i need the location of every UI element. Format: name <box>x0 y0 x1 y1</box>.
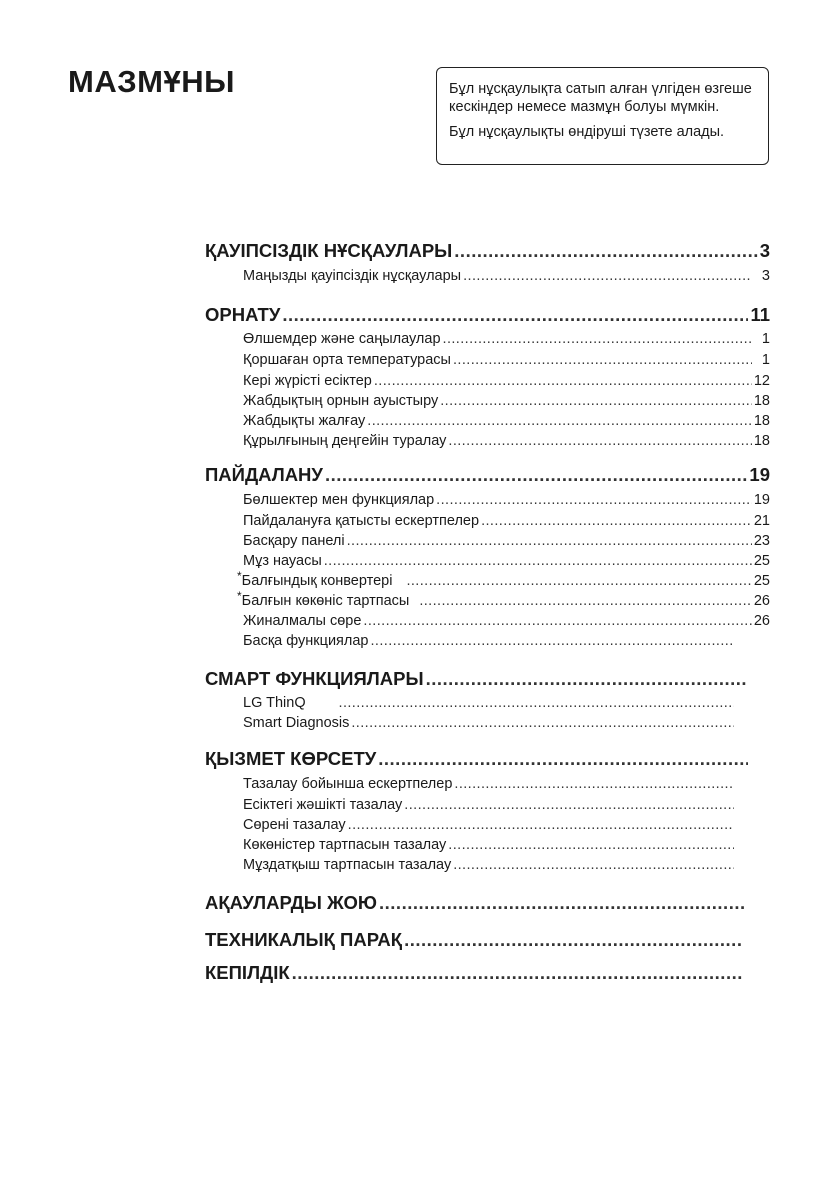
toc-page-number: 1 <box>761 331 770 347</box>
toc-item-label: Басқару панелі <box>243 533 345 549</box>
toc-section-smart-functions[interactable] <box>205 668 750 690</box>
dot-leader <box>374 373 752 389</box>
dot-leader <box>348 817 734 833</box>
toc-item-label-wrapper <box>237 589 410 609</box>
toc-item[interactable] <box>243 633 752 649</box>
toc-item-label: Сөрені тазалау <box>243 817 346 833</box>
toc-item[interactable] <box>243 352 770 368</box>
toc-page-number: 23 <box>753 533 770 549</box>
toc-section-installation[interactable] <box>205 304 770 326</box>
dot-leader <box>370 633 734 649</box>
disclaimer-note <box>436 67 769 165</box>
toc-section-operation[interactable] <box>205 464 770 486</box>
dot-leader <box>436 492 752 508</box>
dot-leader <box>378 748 748 770</box>
page-title: МАЗМҰНЫ <box>68 64 235 99</box>
dot-leader <box>443 331 752 347</box>
toc-item[interactable] <box>243 553 770 569</box>
toc-page-number: 18 <box>753 433 770 449</box>
toc-page-number: 19 <box>749 464 770 485</box>
toc-item-label: Тазалау бойынша ескертпелер <box>243 776 453 792</box>
toc-item-label: Маңызды қауіпсіздік нұсқаулары <box>243 268 462 284</box>
toc-section-label: ҚЫЗМЕТ КӨРСЕТУ <box>205 748 377 769</box>
dot-leader <box>453 352 752 368</box>
toc-item[interactable] <box>243 533 770 549</box>
toc-item-label: Бөлшектер мен функциялар <box>243 492 435 508</box>
dot-leader <box>419 593 752 609</box>
dot-leader <box>448 837 734 853</box>
dot-leader <box>351 715 734 731</box>
toc-item[interactable] <box>243 413 770 429</box>
dot-leader <box>363 613 751 629</box>
toc-item[interactable] <box>243 393 770 409</box>
toc-section-safety[interactable] <box>205 240 770 262</box>
toc-page-number: 26 <box>753 613 770 629</box>
toc-page-number: 1 <box>761 352 770 368</box>
dot-leader <box>404 929 742 951</box>
toc-page-number: 25 <box>753 573 770 589</box>
toc-section-technical-sheet[interactable] <box>205 929 744 951</box>
toc-item[interactable] <box>243 331 770 347</box>
toc-section-label: ҚАУІПСІЗДІК НҰСҚАУЛАРЫ <box>205 240 453 261</box>
dot-leader <box>347 533 752 549</box>
toc-item[interactable] <box>243 857 752 873</box>
toc-item-label: Көкөністер тартпасын тазалау <box>243 837 447 853</box>
toc-page-number: 19 <box>753 492 770 508</box>
toc-section-service[interactable] <box>205 748 750 770</box>
toc-item-label: Өлшемдер және саңылаулар <box>243 331 441 347</box>
toc-item-label: LG ThinQ <box>243 695 306 711</box>
dot-leader <box>454 240 757 262</box>
toc-page-number: 18 <box>753 413 770 429</box>
toc-item-label: Мұздатқыш тартпасын тазалау <box>243 857 452 873</box>
toc-item-label: Кері жүрісті есіктер <box>243 373 372 389</box>
toc-item-label: Балғындық конвертері <box>241 573 393 589</box>
dot-leader <box>324 553 752 569</box>
dot-leader <box>282 304 748 326</box>
toc-item-label-wrapper <box>237 569 393 589</box>
toc-item[interactable] <box>243 715 752 731</box>
dot-leader <box>440 393 752 409</box>
toc-item-label: Жабдықтың орнын ауыстыру <box>243 393 439 409</box>
toc-page-number: 3 <box>761 268 770 284</box>
toc-section-label: ПАЙДАЛАНУ <box>205 464 323 485</box>
toc-page-number: 26 <box>753 593 770 609</box>
toc-item-label: Жабдықты жалғау <box>243 413 366 429</box>
dot-leader <box>454 776 734 792</box>
toc-page-number: 3 <box>759 240 770 261</box>
toc-item-label: Smart Diagnosis <box>243 715 350 731</box>
asterisk-marker: * <box>237 589 242 603</box>
asterisk-marker: * <box>237 569 242 583</box>
toc-item-label: Мұз науасы <box>243 553 322 569</box>
toc-item[interactable] <box>243 797 752 813</box>
toc-item-label: Қоршаған орта температурасы <box>243 352 451 368</box>
dot-leader <box>404 797 734 813</box>
toc-item[interactable] <box>243 613 770 629</box>
dot-leader <box>453 857 734 873</box>
toc-section-label: СМАРТ ФУНКЦИЯЛАРЫ <box>205 668 424 689</box>
dot-leader <box>463 268 752 284</box>
toc-item[interactable] <box>243 268 770 284</box>
toc-item[interactable] <box>243 492 770 508</box>
toc-section-label: АҚАУЛАРДЫ ЖОЮ <box>205 892 378 913</box>
toc-item-label: Жиналмалы сөре <box>243 613 362 629</box>
dot-leader <box>448 433 751 449</box>
dot-leader <box>481 513 752 529</box>
toc-item[interactable] <box>243 433 770 449</box>
toc-item-label: Балғын көкөніс тартпасы <box>241 593 410 609</box>
note-line-2: Бұл нұсқаулықты өндіруші түзете алады. <box>449 124 725 140</box>
dot-leader <box>426 668 748 690</box>
toc-item[interactable] <box>243 513 770 529</box>
toc-page-number: 21 <box>753 513 770 529</box>
toc-item[interactable] <box>237 589 770 609</box>
toc-section-label: КЕПІЛДІК <box>205 962 290 983</box>
toc-page-number: 18 <box>753 393 770 409</box>
dot-leader <box>367 413 752 429</box>
toc-item[interactable] <box>243 837 752 853</box>
toc-section-troubleshooting[interactable] <box>205 892 746 914</box>
toc-page-number: 25 <box>753 553 770 569</box>
toc-item[interactable] <box>243 776 752 792</box>
note-line-1: Бұл нұсқаулықта сатып алған үлгіден өзгеше кескіндер немесе мазмұн болуы мүмкін. <box>449 81 752 115</box>
toc-item-label: Пайдалануға қатысты ескертпелер <box>243 513 480 529</box>
toc-item[interactable] <box>243 817 752 833</box>
toc-section-label: ОРНАТУ <box>205 304 281 325</box>
toc-page-number: 12 <box>753 373 770 389</box>
toc-section-warranty[interactable] <box>205 962 746 984</box>
toc-item[interactable] <box>237 569 770 589</box>
toc-item-label: Есіктегі жәшікті тазалау <box>243 797 403 813</box>
dot-leader <box>325 464 747 486</box>
toc-item-label: Басқа функциялар <box>243 633 369 649</box>
toc-item-label: Құрылғының деңгейін туралау <box>243 433 447 449</box>
dot-leader <box>339 695 734 711</box>
toc-section-label: ТЕХНИКАЛЫҚ ПАРАҚ <box>205 929 403 950</box>
toc-item[interactable] <box>243 695 752 711</box>
dot-leader <box>379 892 744 914</box>
dot-leader <box>406 573 751 589</box>
dot-leader <box>292 962 744 984</box>
toc-item[interactable] <box>243 373 770 389</box>
toc-page-number: 11 <box>750 304 770 325</box>
